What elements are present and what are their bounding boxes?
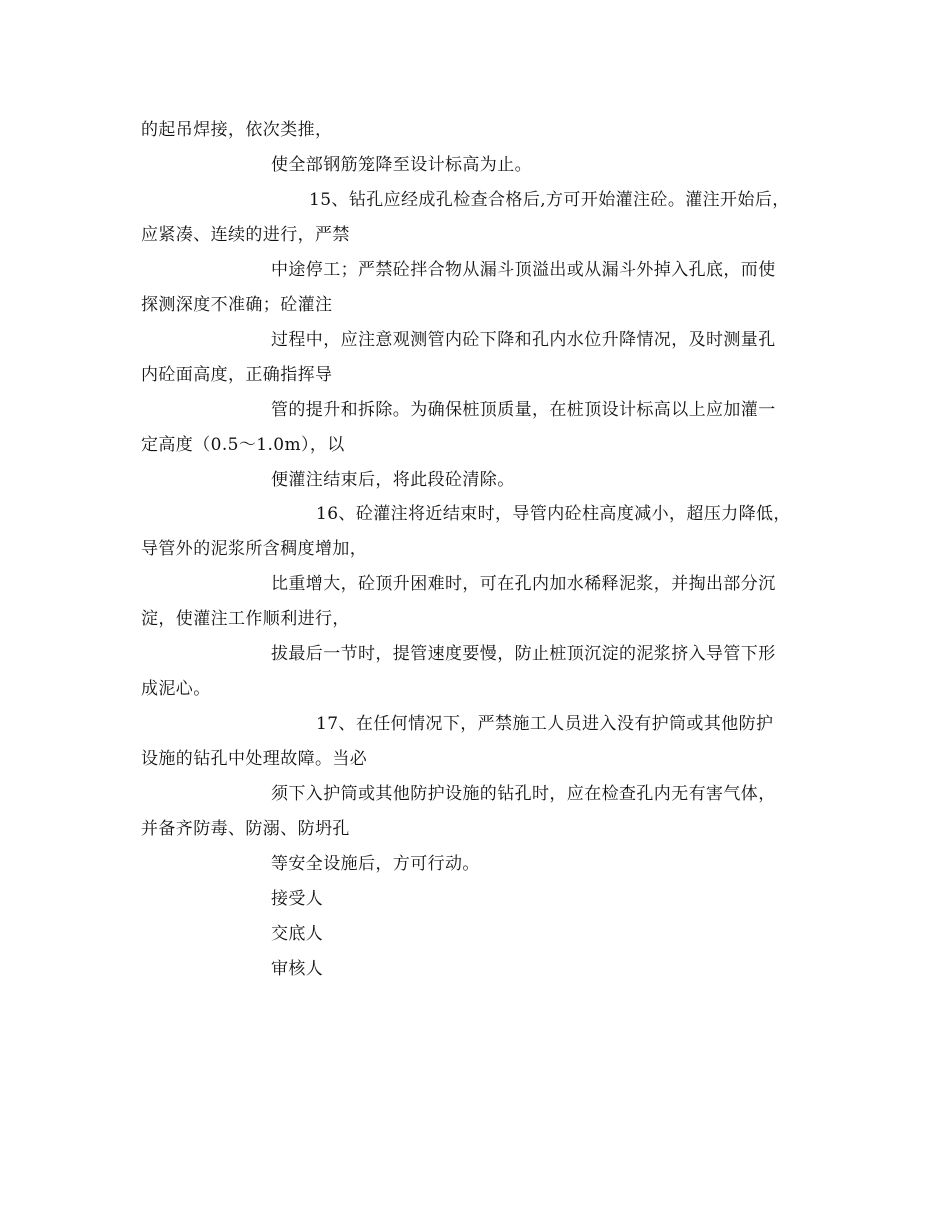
text-line-12: 16、砼灌注将近结束时，导管内砼柱高度减小，超压力降低， bbox=[316, 504, 791, 524]
text-line-15: 淀，使灌注工作顺利进行， bbox=[141, 609, 350, 629]
text-line-6: 探测深度不准确；砼灌注 bbox=[141, 295, 333, 315]
text-line-1: 的起吊焊接，依次类推， bbox=[141, 120, 333, 140]
text-line-5: 中途停工；严禁砼拌合物从漏斗顶溢出或从漏斗外掉入孔底，而使 bbox=[271, 260, 776, 280]
text-line-17: 成泥心。 bbox=[141, 679, 211, 699]
text-line-8: 内砼面高度，正确指挥导 bbox=[141, 365, 333, 385]
text-line-4: 应紧凑、连续的进行，严禁 bbox=[141, 225, 350, 245]
text-line-18: 17、在任何情况下，严禁施工人员进入没有护筒或其他防护 bbox=[316, 714, 774, 734]
text-line-19: 设施的钻孔中处理故障。当必 bbox=[141, 749, 368, 769]
text-line-21: 并备齐防毒、防溺、防坍孔 bbox=[141, 819, 350, 839]
text-line-16: 拔最后一节时，提管速度要慢，防止桩顶沉淀的泥浆挤入导管下形 bbox=[271, 644, 776, 664]
signature-label-presenter: 交底人 bbox=[271, 924, 324, 944]
signature-label-receiver: 接受人 bbox=[271, 889, 324, 909]
text-line-3: 15、钻孔应经成孔检查合格后,方可开始灌注砼。灌注开始后， bbox=[309, 190, 790, 210]
text-line-10: 定高度（0.5～1.0m），以 bbox=[141, 435, 345, 455]
text-line-9: 管的提升和拆除。为确保桩顶质量，在桩顶设计标高以上应加灌一 bbox=[271, 400, 776, 420]
text-line-20: 须下入护筒或其他防护设施的钻孔时，应在检查孔内无有害气体， bbox=[271, 784, 776, 804]
text-line-2: 使全部钢筋笼降至设计标高为止。 bbox=[271, 155, 532, 175]
text-line-7: 过程中，应注意观测管内砼下降和孔内水位升降情况，及时测量孔 bbox=[271, 330, 776, 350]
text-line-11: 便灌注结束后，将此段砼清除。 bbox=[271, 470, 515, 490]
signature-label-reviewer: 审核人 bbox=[271, 959, 324, 979]
text-line-14: 比重增大，砼顶升困难时，可在孔内加水稀释泥浆，并掏出部分沉 bbox=[271, 574, 776, 594]
text-line-13: 导管外的泥浆所含稠度增加， bbox=[141, 539, 368, 559]
text-line-22: 等安全设施后，方可行动。 bbox=[271, 854, 480, 874]
